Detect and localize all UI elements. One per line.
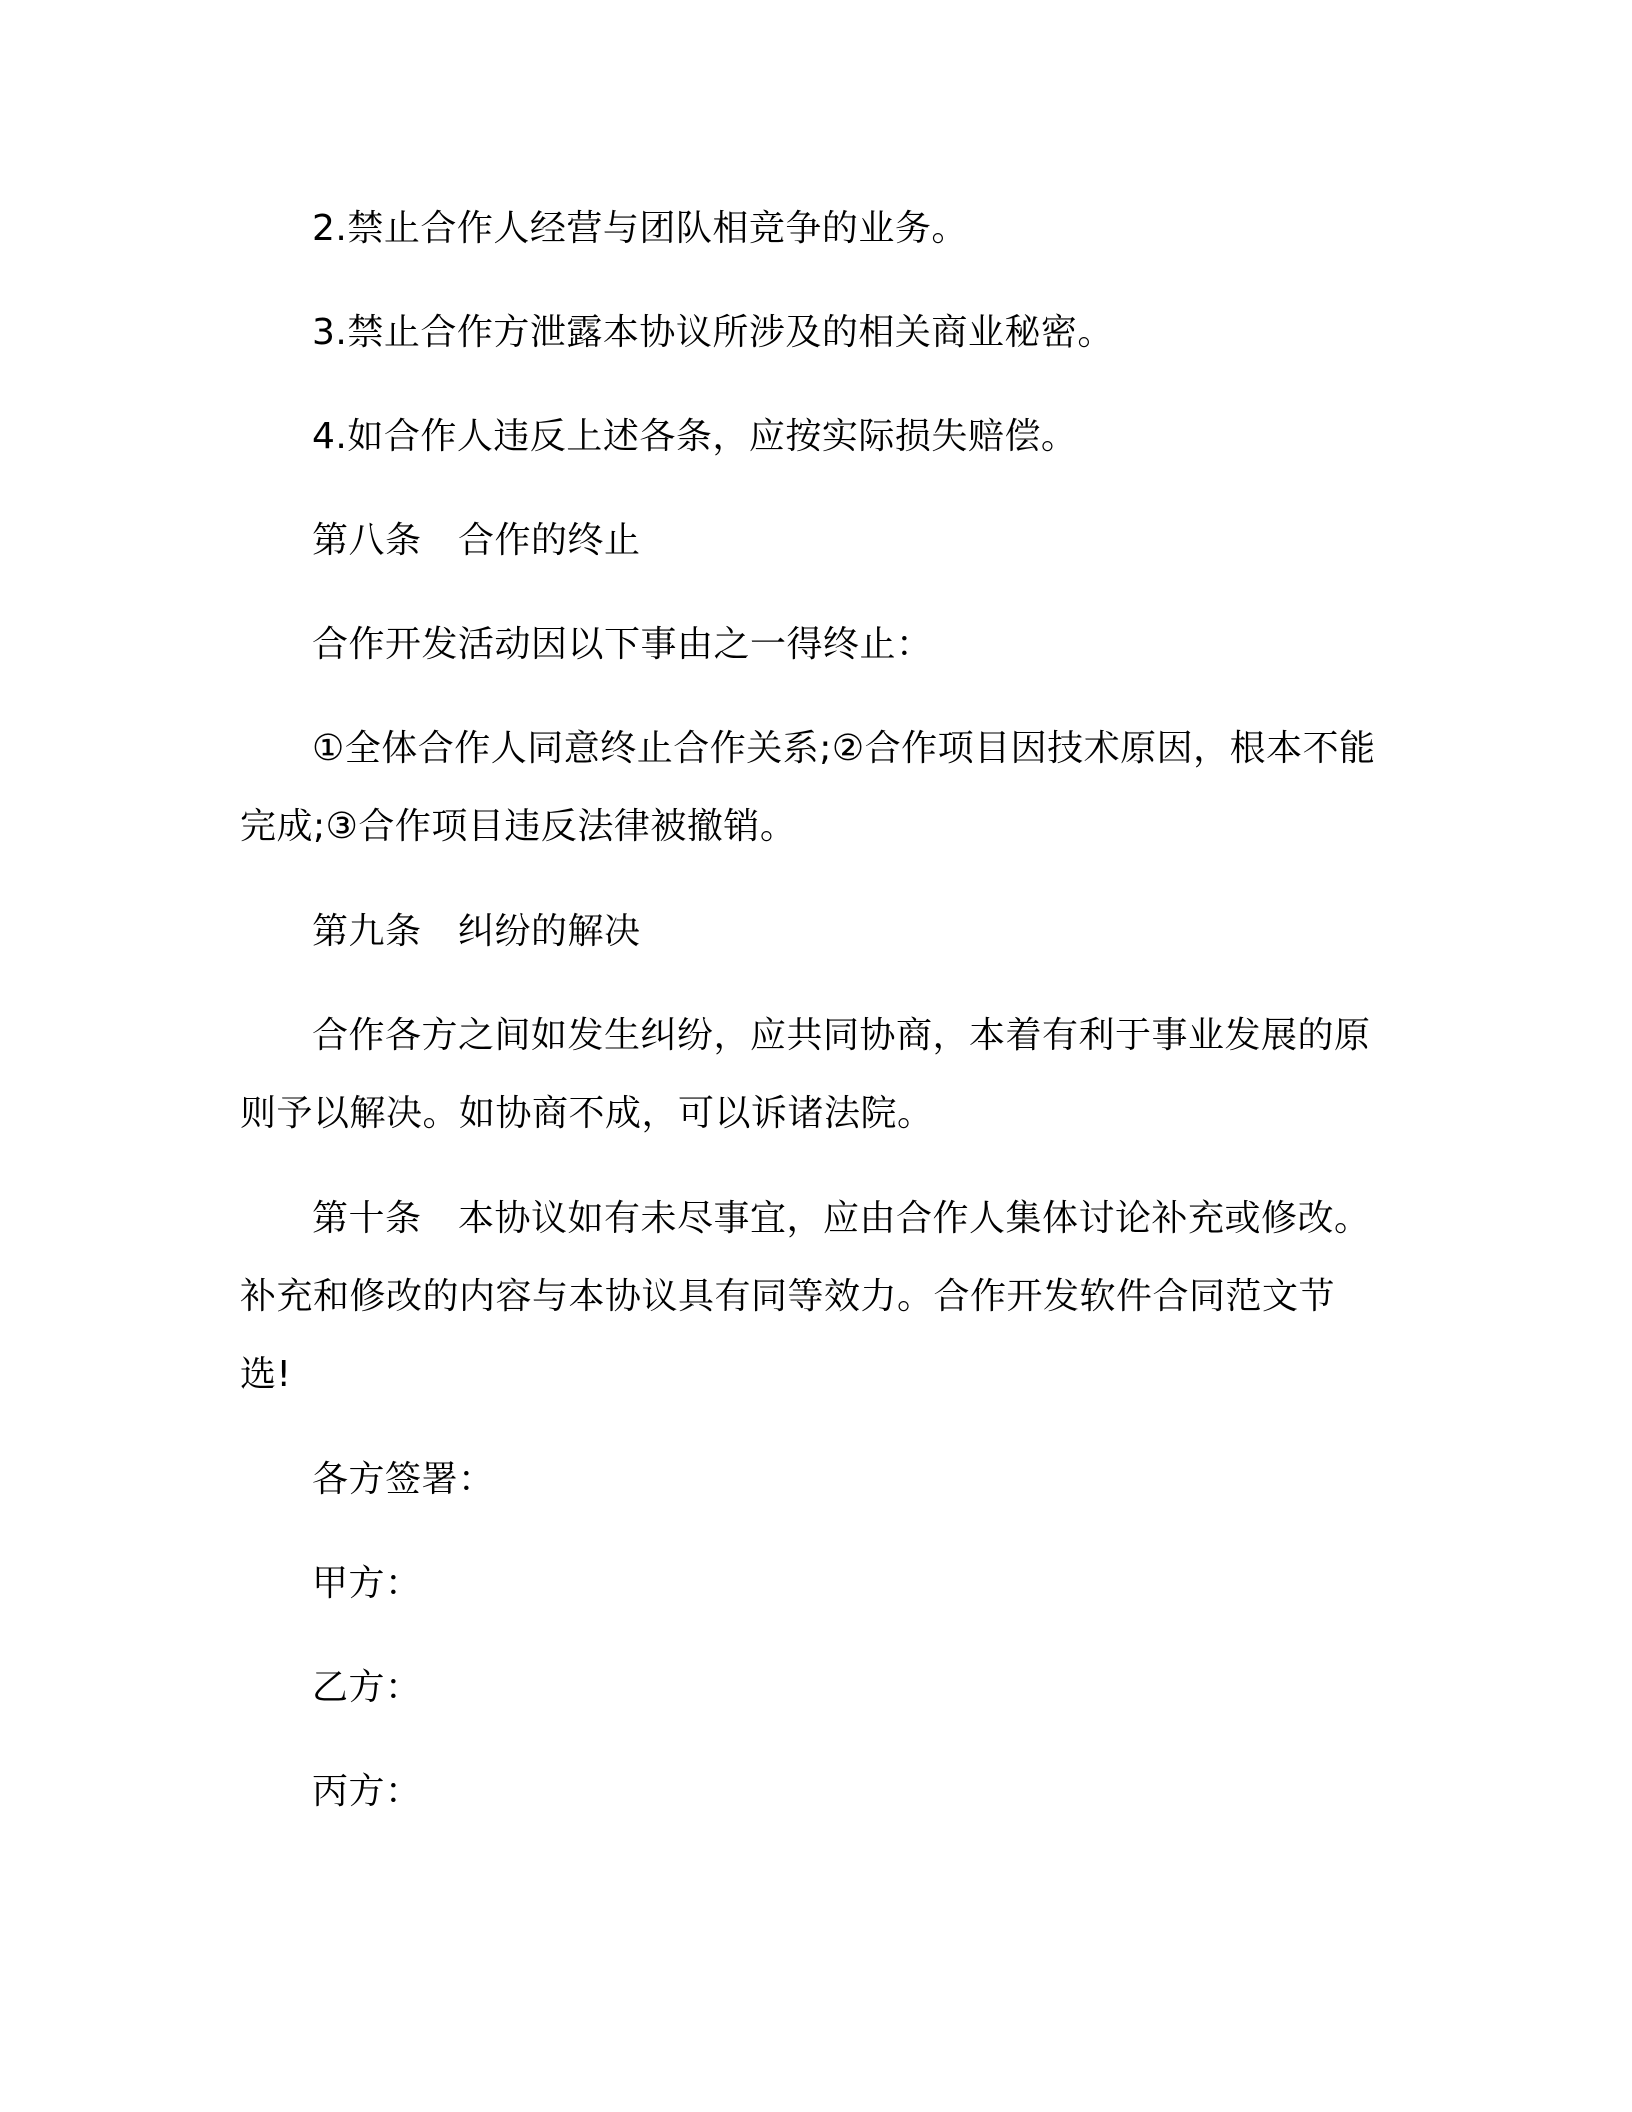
dispute-resolution-text: 合作各方之间如发生纠纷，应共同协商，本着有利于事业发展的原则予以解决。如协商不成，可以诉诸法院。 xyxy=(240,1015,1371,1134)
signature-party-c: 丙方： xyxy=(312,1771,422,1812)
document-body xyxy=(240,190,1380,1857)
article-9-heading: 第九条 纠纷的解决 xyxy=(312,911,641,952)
clause-item-3: 3.禁止合作方泄露本协议所涉及的相关商业秘密。 xyxy=(312,312,1114,353)
article-8-intro: 合作开发活动因以下事由之一得终止： xyxy=(312,624,933,665)
clause-item-4: 4.如合作人违反上述各条，应按实际损失赔偿。 xyxy=(312,416,1078,457)
signature-party-b: 乙方： xyxy=(312,1667,422,1708)
signature-party-a: 甲方： xyxy=(312,1563,422,1604)
termination-conditions: ①全体合作人同意终止合作关系;②合作项目因技术原因，根本不能完成;③合作项目违反法律被撤销。 xyxy=(240,728,1376,847)
clause-item-2: 2.禁止合作人经营与团队相竞争的业务。 xyxy=(312,208,968,249)
signature-heading: 各方签署： xyxy=(312,1459,495,1500)
article-8-heading: 第八条 合作的终止 xyxy=(312,520,641,561)
article-10-text: 第十条 本协议如有未尽事宜，应由合作人集体讨论补充或修改。补充和修改的内容与本协议具有同等效力。合作开发软件合同范文节选! xyxy=(240,1198,1371,1395)
